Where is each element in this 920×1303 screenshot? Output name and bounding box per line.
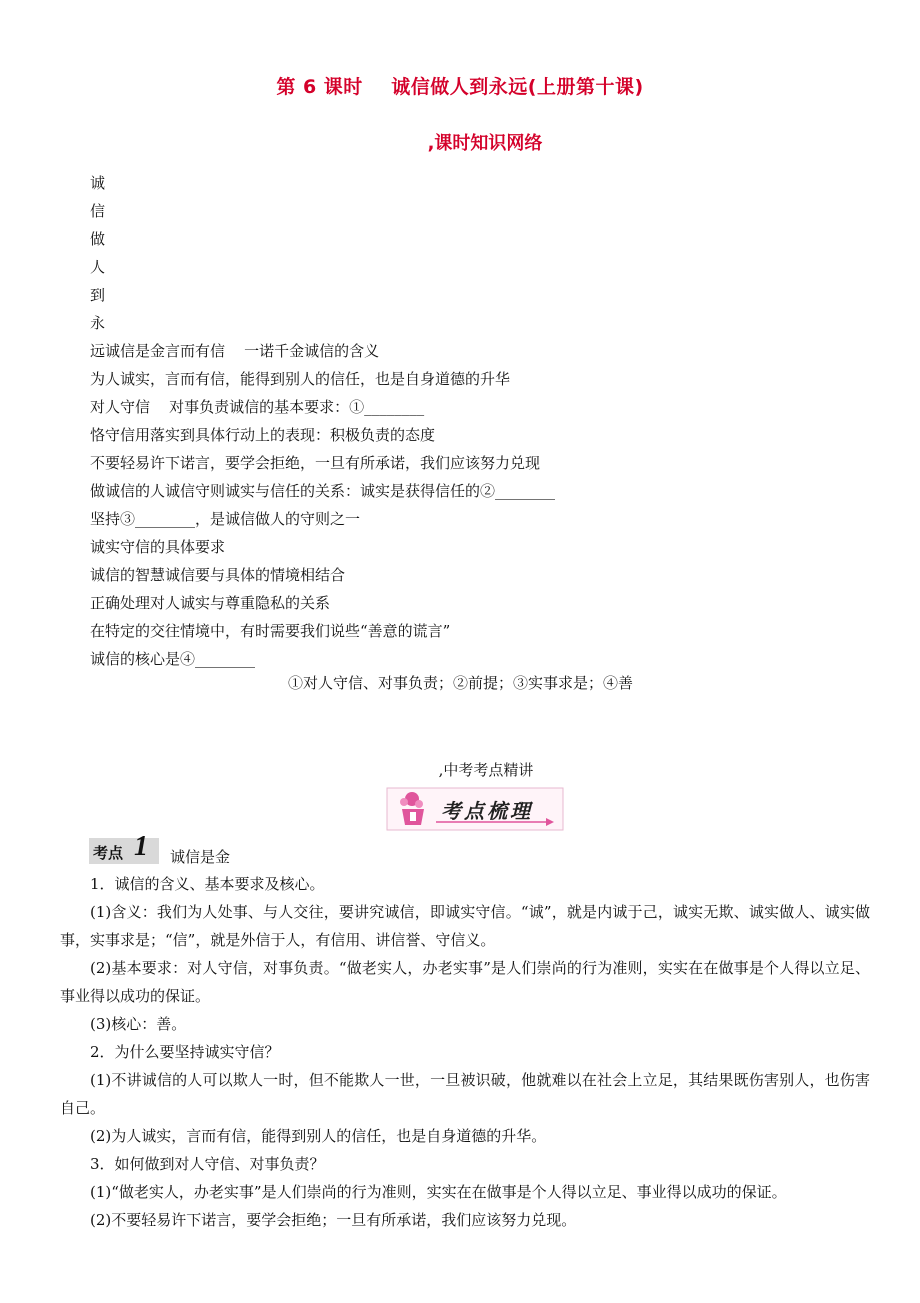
paragraph: (2)不要轻易许下诺言，要学会拒绝；一旦有所承诺，我们应该努力兑现。 (90, 1211, 577, 1229)
network-line: 诚信的智慧诚信要与具体的情境相结合 (90, 566, 346, 584)
network-line: 不要轻易许下诺言，要学会拒绝，一旦有所承诺，我们应该努力兑现 (90, 454, 541, 472)
paragraph: (1)含义：我们为人处事、与人交往，要讲究诚信，即诚实守信。“诚”，就是内诚于己，诚实无欺、诚实做人、诚实做事，实事求是；“信”，就是外信于人，有信用、讲信誉、守信义。 (60, 903, 870, 949)
kaodian-label: 考点 (93, 844, 124, 862)
network-line: 信 (90, 202, 106, 220)
exam-point-content (60, 870, 870, 1234)
network-line: 坚持③________，是诚信做人的守则之一 (90, 510, 361, 528)
banner-label: 考点梳理 (441, 799, 533, 823)
knowledge-network (90, 169, 850, 673)
network-line: 做诚信的人诚信守则诚实与信任的关系：诚实是获得信任的②________ (90, 482, 556, 500)
network-line: 到 (90, 286, 106, 304)
paragraph: 2．为什么要坚持诚实守信？ (90, 1043, 280, 1061)
paragraph: 3．如何做到对人守信、对事负责？ (90, 1155, 325, 1173)
paragraph: (1)不讲诚信的人可以欺人一时，但不能欺人一世，一旦被识破，他就难以在社会上立足，其结果既伤害别人，也伤害自己。 (60, 1071, 870, 1117)
section-title-knowledge-network: ,课时知识网络 (427, 133, 543, 154)
network-line: 做 (90, 230, 106, 248)
network-line: 为人诚实，言而有信，能得到别人的信任，也是自身道德的升华 (90, 370, 511, 388)
network-line: 诚 (90, 174, 106, 192)
network-line: 正确处理对人诚实与尊重隐私的关系 (90, 594, 331, 612)
kaodian-number: 1 (134, 831, 148, 862)
network-line: 永 (90, 314, 106, 332)
lesson-title: 第 6 课时 诚信做人到永远(上册第十课) (276, 76, 644, 98)
kaodian-title: 诚信是金 (170, 848, 231, 866)
network-line: 在特定的交往情境中，有时需要我们说些“善意的谎言” (90, 622, 451, 640)
network-line: 诚信的核心是④________ (90, 650, 256, 668)
section-title-exam-points: ,中考考点精讲 (438, 761, 534, 779)
paragraph: (3)核心：善。 (90, 1015, 187, 1033)
network-line: 恪守信用落实到具体行动上的表现：积极负责的态度 (90, 426, 436, 444)
paragraph: (1)“做老实人，办老实事”是人们崇尚的行为准则，实实在在做事是个人得以立足、事业得以成功的保证。 (90, 1183, 787, 1201)
network-line: 人 (90, 258, 106, 276)
network-line: 诚实守信的具体要求 (90, 538, 226, 556)
answer-key: ①对人守信、对事负责；②前提；③实事求是；④善 (288, 674, 634, 692)
paragraph: (2)基本要求：对人守信，对事负责。“做老实人，办老实事”是人们崇尚的行为准则，实实在在做事是个人得以立足、事业得以成功的保证。 (60, 959, 870, 1005)
paragraph: 1．诚信的含义、基本要求及核心。 (90, 875, 325, 893)
network-line: 对人守信 对事负责诚信的基本要求：①________ (90, 398, 425, 416)
network-line: 远诚信是金言而有信 一诺千金诚信的含义 (90, 342, 380, 360)
paragraph: (2)为人诚实，言而有信，能得到别人的信任，也是自身道德的升华。 (90, 1127, 547, 1145)
